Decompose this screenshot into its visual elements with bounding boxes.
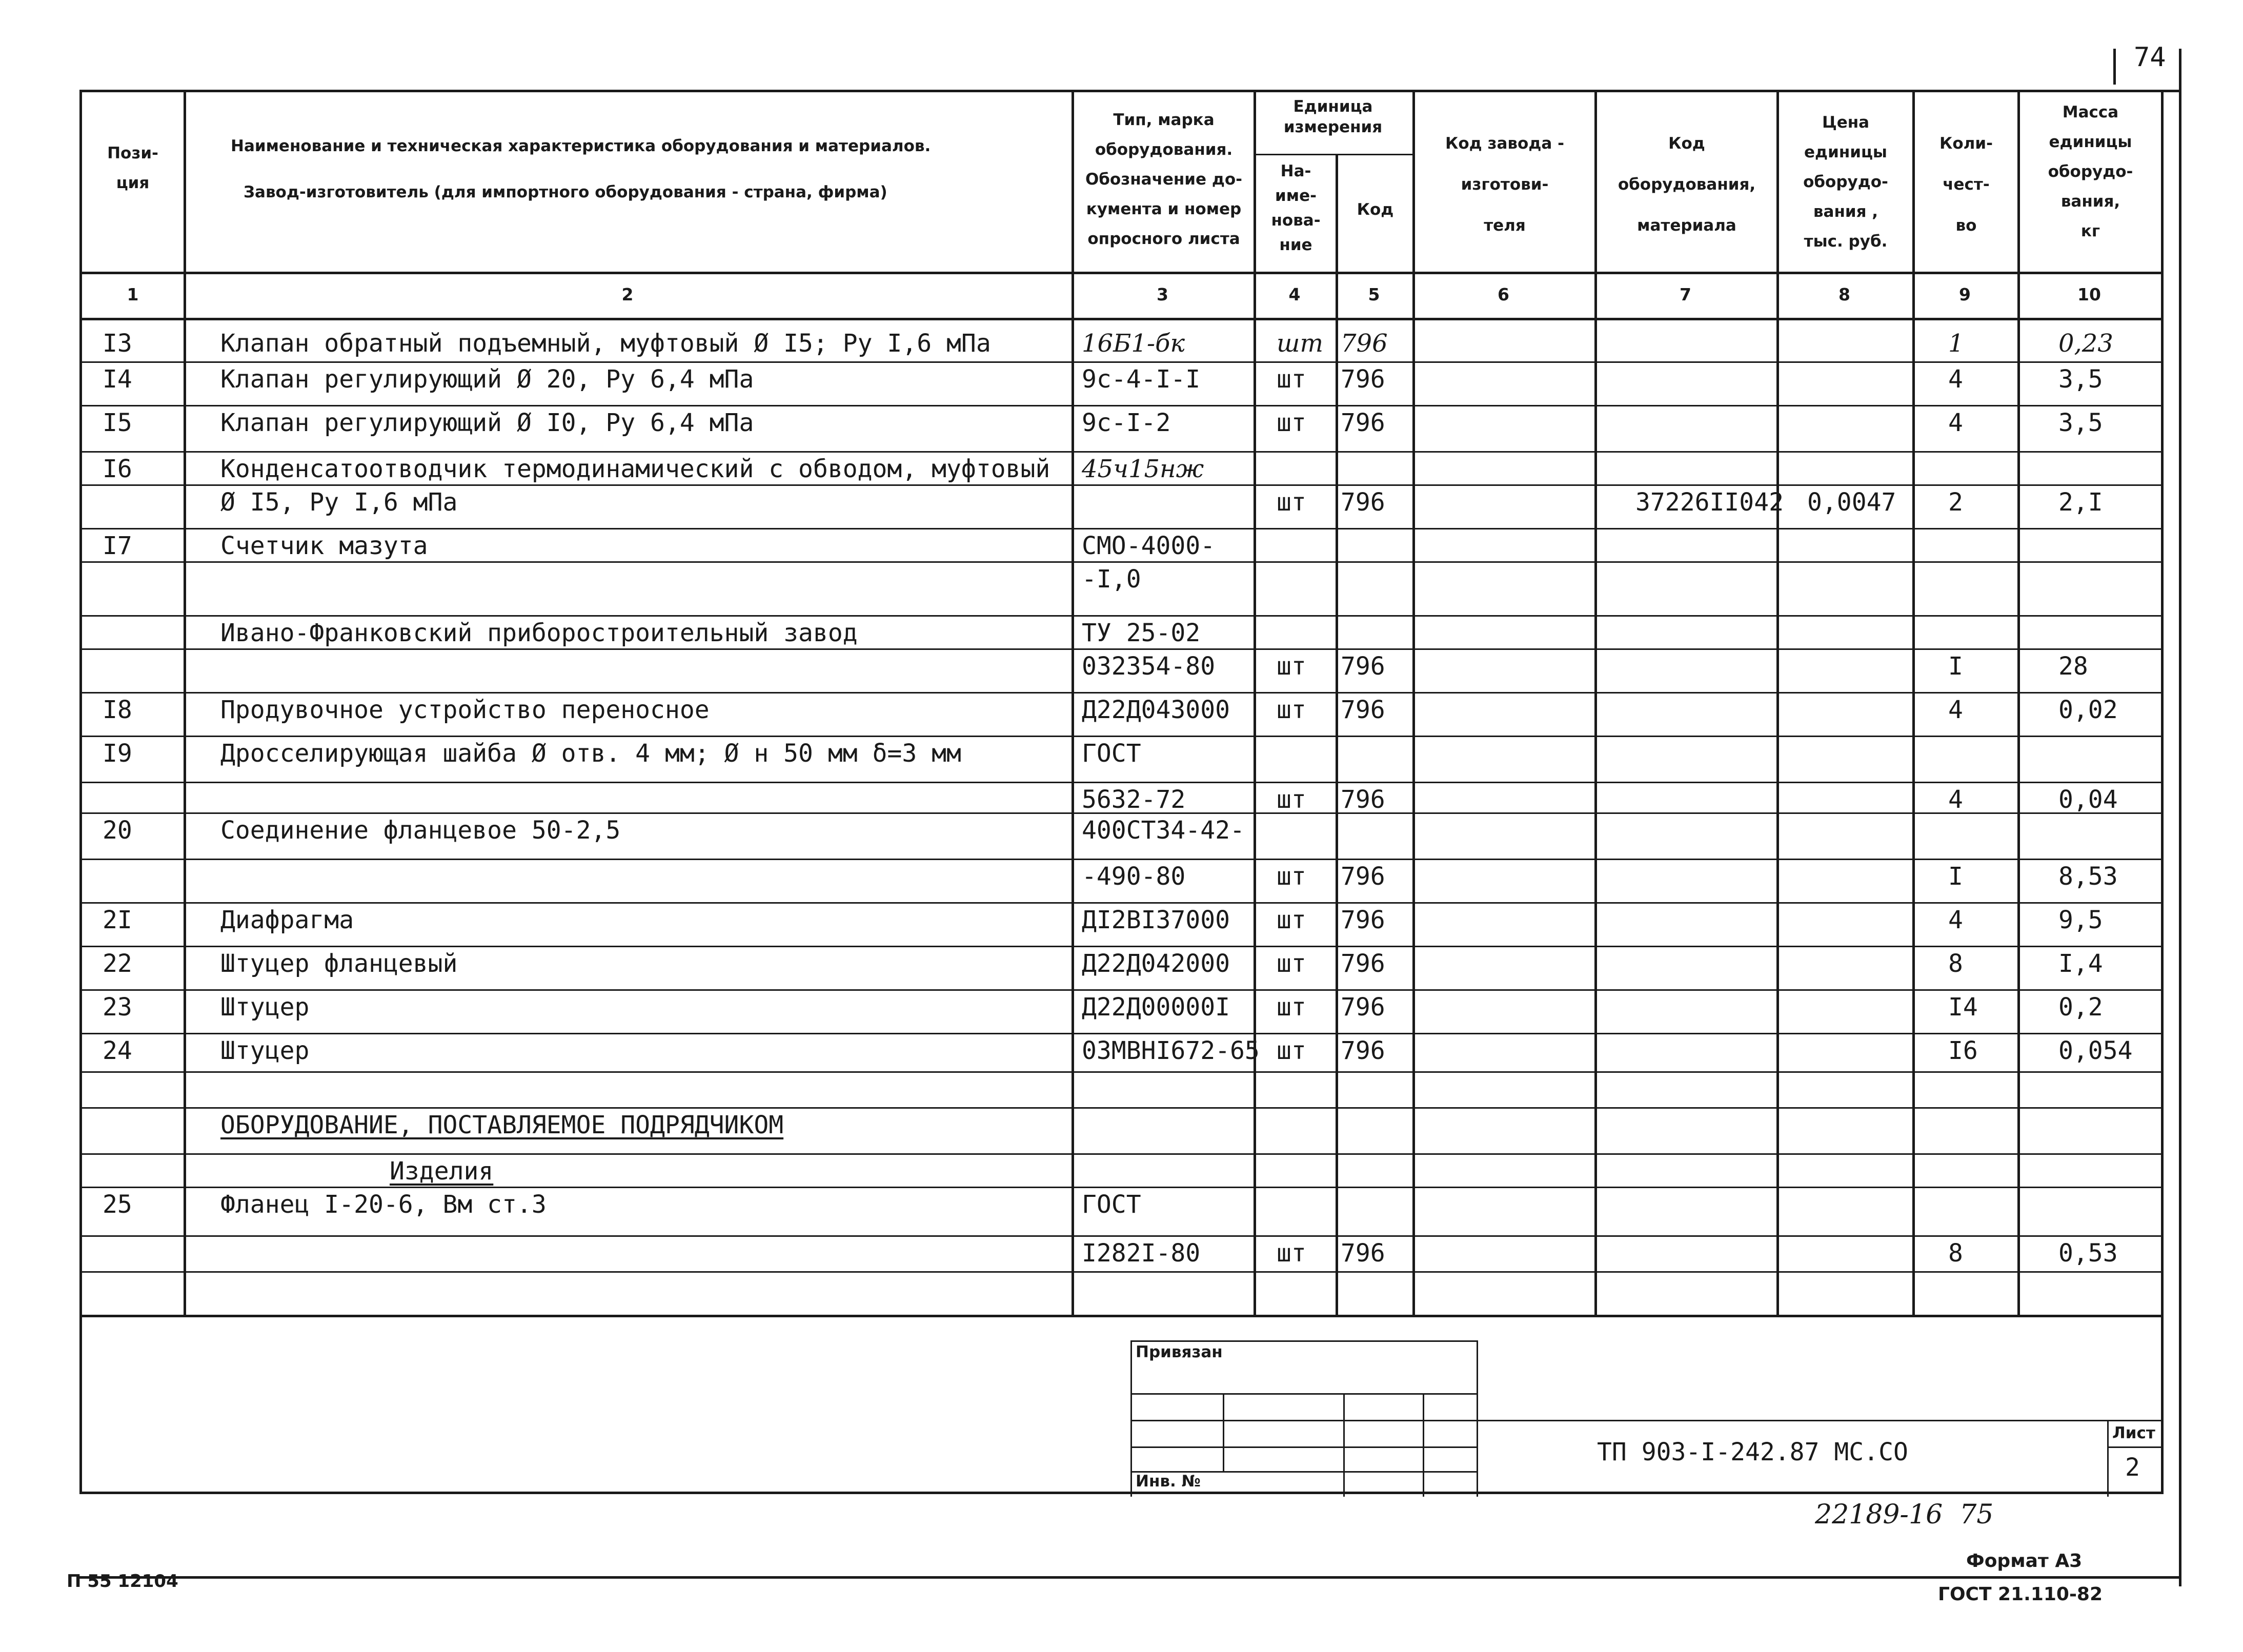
cell-unit: шт — [1277, 906, 1306, 934]
cell-position: I3 — [103, 329, 132, 358]
cell-code: 796 — [1341, 329, 1388, 358]
cell-name: Изделия — [390, 1157, 494, 1186]
cell-type: 400СТ34-42- — [1082, 816, 1245, 845]
cell-quantity: 4 — [1948, 785, 1963, 814]
cell-type: 9с-I-2 — [1082, 409, 1171, 437]
page-number: 74 — [2134, 42, 2166, 73]
column-number: 6 — [1498, 284, 1509, 304]
cell-type: Д22Д043000 — [1082, 696, 1230, 724]
row-divider — [79, 451, 2161, 453]
cell-quantity: I6 — [1948, 1036, 1978, 1065]
cell-name: ОБОРУДОВАНИЕ, ПОСТАВЛЯЕМОЕ ПОДРЯДЧИКОМ — [220, 1111, 784, 1139]
cell-quantity: 4 — [1948, 365, 1963, 394]
header-price: Цена единицы оборудо- вания , тыс. руб. — [1803, 113, 1888, 251]
cell-quantity: I — [1948, 652, 1963, 681]
cell-name: Клапан регулирующий Ø I0, Ру 6,4 мПа — [220, 409, 754, 437]
cell-position: 22 — [103, 949, 132, 978]
column-number: 4 — [1288, 284, 1301, 304]
row-divider — [79, 736, 2161, 737]
column-number: 7 — [1680, 284, 1691, 304]
cell-type: Д22Д042000 — [1082, 949, 1230, 978]
row-divider — [79, 1153, 2161, 1155]
cell-type: СМО-4000- — [1082, 532, 1216, 560]
header-type: Тип, марка оборудования. Обозначение до- кумента и номер опросного листа — [1085, 111, 1243, 248]
cell-quantity: I4 — [1948, 993, 1978, 1022]
cell-unit: шт — [1277, 329, 1323, 358]
column-number: 8 — [1838, 284, 1850, 304]
cell-name: Диафрагма — [220, 906, 354, 934]
column-number: 9 — [1959, 284, 1971, 304]
cell-position: I4 — [103, 365, 132, 394]
cell-quantity: 4 — [1948, 696, 1963, 724]
cell-quantity: 8 — [1948, 1239, 1963, 1268]
column-number: 5 — [1368, 284, 1380, 304]
cell-type: ДI2ВI37000 — [1082, 906, 1230, 934]
header-factory-code: Код завода - изготови- теля — [1445, 134, 1564, 235]
header-equipment-code: Код оборудования, материала — [1618, 134, 1756, 235]
cell-type: 03МВНI672-65 — [1082, 1036, 1260, 1065]
cell-unit: шт — [1277, 409, 1306, 437]
cell-type: 16Б1-бк — [1082, 329, 1185, 358]
cell-type: -I,0 — [1082, 565, 1141, 594]
row-divider — [79, 1271, 2161, 1273]
cell-unit: шт — [1277, 949, 1306, 978]
cell-code: 796 — [1341, 1239, 1385, 1268]
cell-mass: I,4 — [2058, 949, 2103, 978]
stamp-document-code: ТП 903-I-242.87 МС.СО — [1597, 1438, 1908, 1466]
cell-type: -490-80 — [1082, 862, 1186, 891]
cell-mass: 8,53 — [2058, 862, 2118, 891]
cell-position: I7 — [103, 532, 132, 560]
cell-name: Штуцер фланцевый — [220, 949, 458, 978]
cell-mass: 0,2 — [2058, 993, 2103, 1022]
header-name-line2: Завод-изготовитель (для импортного оборудования - страна, фирма) — [244, 183, 887, 201]
cell-name: Клапан обратный подъемный, муфтовый Ø I5; Ру I,6 мПа — [220, 329, 991, 358]
row-divider — [79, 405, 2161, 406]
column-number: 2 — [621, 284, 634, 304]
cell-position: 2I — [103, 906, 132, 934]
row-divider — [79, 648, 2161, 650]
cell-code: 796 — [1341, 949, 1385, 978]
row-divider — [79, 484, 2161, 486]
gost-label: ГОСТ 21.110-82 — [1938, 1584, 2103, 1605]
cell-unit: шт — [1277, 1036, 1306, 1065]
cell-price: 0,0047 — [1807, 488, 1896, 517]
cell-name: Штуцер — [220, 1036, 310, 1065]
row-divider — [79, 859, 2161, 860]
cell-unit: шт — [1277, 993, 1306, 1022]
row-divider — [79, 1071, 2161, 1073]
cell-code: 796 — [1341, 993, 1385, 1022]
cell-unit: шт — [1277, 785, 1306, 814]
cell-mass: 3,5 — [2058, 365, 2103, 394]
row-divider — [79, 692, 2161, 694]
row-divider — [79, 902, 2161, 904]
cell-name: Продувочное устройство переносное — [220, 696, 710, 724]
cell-name: Ивано-Франковский приборостроительный завод — [220, 619, 858, 647]
cell-unit: шт — [1277, 1239, 1306, 1268]
bottom-left-code: П 55 12104 — [67, 1571, 178, 1592]
cell-position: I6 — [103, 455, 132, 483]
row-divider — [79, 528, 2161, 529]
cell-type: 5632-72 — [1082, 785, 1186, 814]
row-divider — [79, 615, 2161, 617]
cell-code: 796 — [1341, 862, 1385, 891]
cell-name: Счетчик мазута — [220, 532, 428, 560]
format-label: Формат А3 — [1966, 1551, 2083, 1572]
row-divider — [79, 561, 2161, 563]
column-number: 10 — [2077, 284, 2101, 304]
stamp-privyazan: Привязан — [1136, 1343, 1223, 1361]
cell-position: 20 — [103, 816, 132, 845]
cell-name: Дросселирующая шайба Ø отв. 4 мм; Ø н 50 мм δ=3 мм — [220, 739, 961, 768]
cell-quantity: 4 — [1948, 409, 1963, 437]
cell-code: 796 — [1341, 488, 1385, 517]
cell-name: Ø I5, Ру I,6 мПа — [220, 488, 458, 517]
cell-code: 796 — [1341, 696, 1385, 724]
cell-name: Фланец I-20-6, Вм ст.3 — [220, 1190, 547, 1219]
stamp-inv-number: Инв. № — [1136, 1472, 1201, 1491]
row-divider — [79, 946, 2161, 947]
header-mass: Масса единицы оборудо- вания, кг — [2048, 103, 2133, 240]
cell-mass: 0,23 — [2058, 329, 2113, 358]
cell-position: I9 — [103, 739, 132, 768]
cell-mass: 3,5 — [2058, 409, 2103, 437]
cell-type: 45ч15нж — [1082, 455, 1204, 483]
cell-mass: 0,02 — [2058, 696, 2118, 724]
cell-code: 796 — [1341, 785, 1385, 814]
row-divider — [79, 812, 2161, 814]
cell-name: Соединение фланцевое 50-2,5 — [220, 816, 621, 845]
cell-quantity: 1 — [1948, 329, 1964, 358]
header-unit: Единица измерения — [1283, 97, 1383, 136]
row-divider — [79, 1107, 2161, 1109]
cell-mass: 0,53 — [2058, 1239, 2118, 1268]
cell-type: ТУ 25-02 — [1082, 619, 1201, 647]
cell-code: 796 — [1341, 906, 1385, 934]
header-unit-code: Код — [1357, 200, 1394, 219]
cell-quantity: 2 — [1948, 488, 1963, 517]
stamp-sheet-number: 2 — [2125, 1453, 2140, 1482]
cell-position: 24 — [103, 1036, 132, 1065]
cell-equipment-code: 37226II042 — [1635, 488, 1784, 517]
cell-quantity: 8 — [1948, 949, 1963, 978]
cell-mass: 28 — [2058, 652, 2088, 681]
cell-type: I282I-80 — [1082, 1239, 1201, 1268]
cell-code: 796 — [1341, 409, 1385, 437]
row-divider — [79, 1187, 2161, 1188]
row-divider — [79, 1235, 2161, 1237]
cell-unit: шт — [1277, 488, 1306, 517]
cell-name: Штуцер — [220, 993, 310, 1022]
header-unit-name: На- име- нова- ние — [1271, 162, 1321, 254]
cell-type: 9с-4-I-I — [1082, 365, 1201, 394]
cell-position: I8 — [103, 696, 132, 724]
cell-position: I5 — [103, 409, 132, 437]
cell-position: 25 — [103, 1190, 132, 1219]
cell-code: 796 — [1341, 365, 1385, 394]
row-divider — [79, 1033, 2161, 1034]
cell-quantity: I — [1948, 862, 1963, 891]
header-name-line1: Наименование и техническая характеристика оборудования и материалов. — [231, 137, 931, 155]
header-quantity: Коли- чест- во — [1939, 134, 1993, 235]
cell-unit: шт — [1277, 652, 1306, 681]
row-divider — [79, 989, 2161, 991]
cell-mass: 0,054 — [2058, 1036, 2133, 1065]
cell-code: 796 — [1341, 652, 1385, 681]
cell-type: ГОСТ — [1082, 739, 1141, 768]
cell-mass: 0,04 — [2058, 785, 2118, 814]
cell-position: 23 — [103, 993, 132, 1022]
cell-name: Клапан регулирующий Ø 20, Ру 6,4 мПа — [220, 365, 754, 394]
column-number: 1 — [127, 284, 139, 304]
cell-type: ГОСТ — [1082, 1190, 1141, 1219]
row-divider — [79, 361, 2161, 363]
cell-type: Д22Д00000I — [1082, 993, 1230, 1022]
cell-name: Конденсатоотводчик термодинамический с обводом, муфтовый — [220, 455, 1050, 483]
cell-type: 032354-80 — [1082, 652, 1216, 681]
cell-unit: шт — [1277, 696, 1306, 724]
cell-mass: 2,I — [2058, 488, 2103, 517]
header-position: Пози- ция — [107, 144, 158, 192]
cell-unit: шт — [1277, 862, 1306, 891]
column-number: 3 — [1157, 284, 1168, 304]
cell-mass: 9,5 — [2058, 906, 2103, 934]
cell-unit: шт — [1277, 365, 1306, 394]
cell-quantity: 4 — [1948, 906, 1963, 934]
stamp-sheet-label: Лист — [2112, 1424, 2155, 1442]
handwritten-number: 22189-16 75 — [1815, 1499, 1994, 1530]
row-divider — [79, 782, 2161, 783]
cell-code: 796 — [1341, 1036, 1385, 1065]
